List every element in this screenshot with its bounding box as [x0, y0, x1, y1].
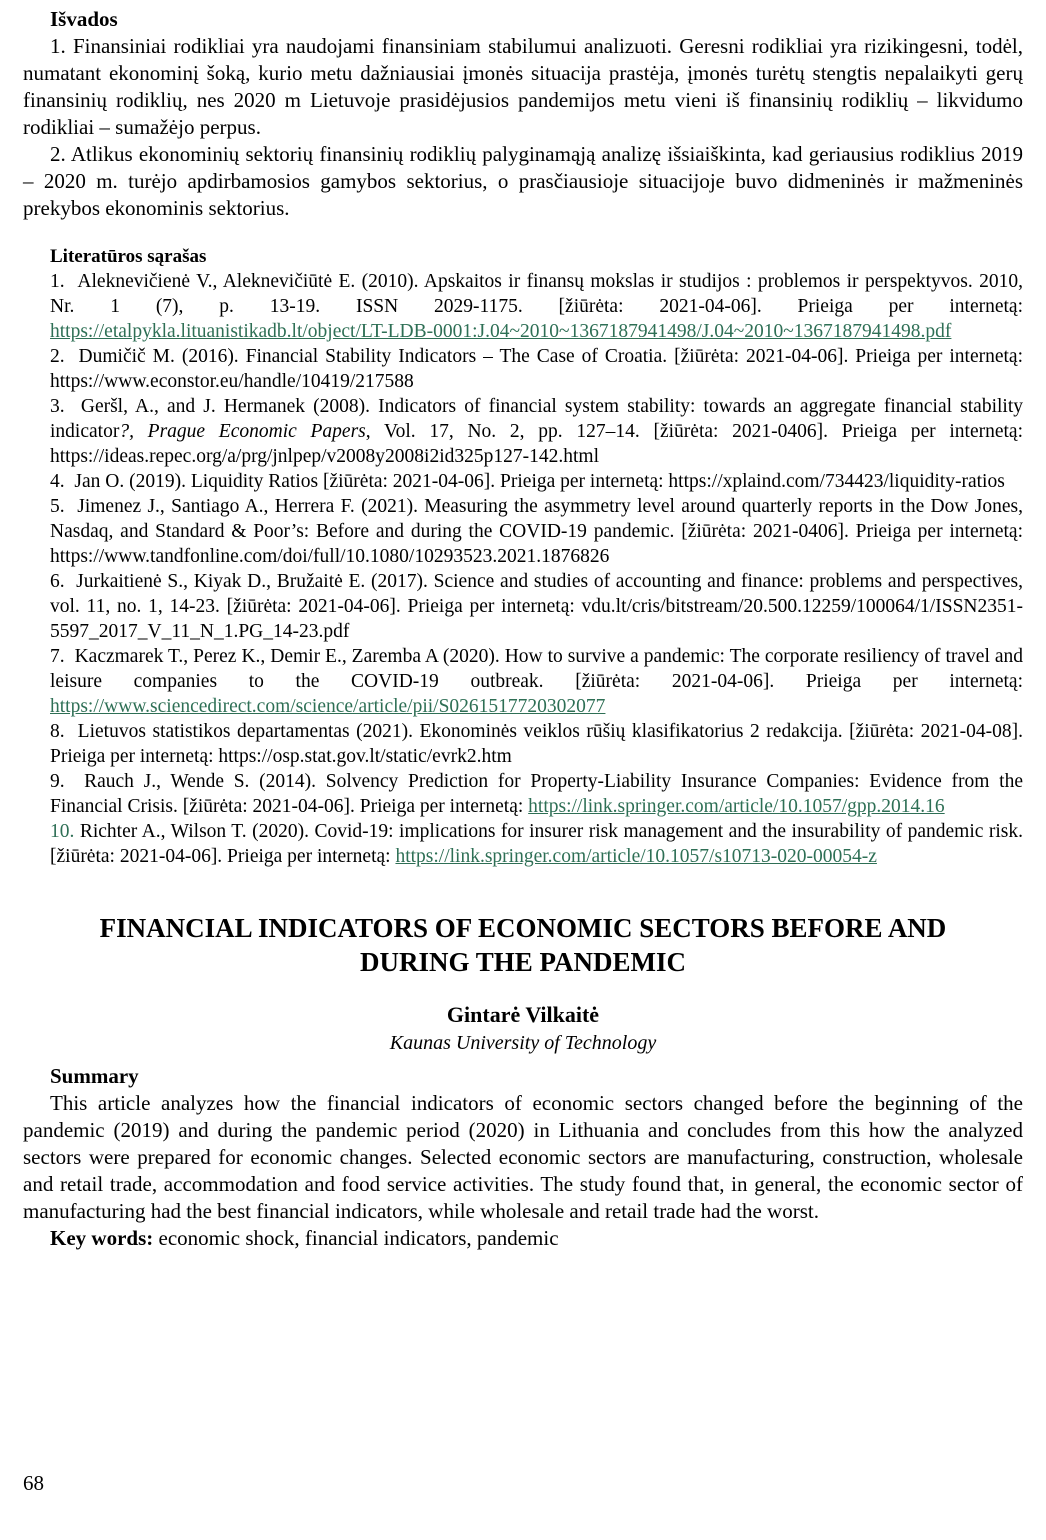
conclusions-paragraph-1: 1. Finansiniai rodikliai yra naudojami finansiniam stabilumui analizuoti. Geresni rodikliai yra rizikingesni, todėl, numatant ekonominį šoką, kurio metu dažniausiai įmonės situacija prastėja, įmonės turėtų stengtis nepalaikyti gerų finansinių rodiklių, nes 2020 m Lietuvoje prasidėjusios pandemijos metu vieni iš finansinių rodiklių – likvidumo rodikliai – sumažėjo perpus.: [23, 34, 1023, 139]
reference-item: [50, 394, 1023, 469]
author-affiliation: Kaunas University of Technology: [389, 1032, 657, 1054]
reference-text: 4. Jan O. (2019). Liquidity Ratios [žiūrėta: 2021-04-06]. Prieiga per internetą: https://xplaind.com/734423/liquidity-ratios: [50, 471, 1005, 492]
reference-link[interactable]: https://etalpykla.lituanistikadb.lt/object/LT-LDB-0001:J.04~2010~1367187941498/J.04~2010~1367187941498.pdf: [50, 321, 952, 342]
reference-text: 9. Rauch J., Wende S. (2014). Solvency Prediction for Property-Liability Insurance Companies: Evidence from the Financial Crisis. [žiūrėta: 2021-04-06]. Prieiga per internetą:: [50, 771, 1023, 817]
reference-number: 10.: [50, 821, 75, 842]
reference-item: [50, 569, 1023, 644]
english-summary-section: [23, 911, 1023, 1252]
author-name: Gintarė Vilkaitė: [446, 1002, 600, 1027]
reference-item: [50, 769, 1023, 819]
reference-item: [50, 344, 1023, 394]
reference-item: [50, 644, 1023, 719]
reference-text: 2. Dumičič M. (2016). Financial Stability Indicators – The Case of Croatia. [žiūrėta: 2021-04-06]. Prieiga per internetą: https://www.econstor.eu/handle/10419/217588: [50, 346, 1023, 392]
keywords-text: economic shock, financial indicators, pandemic: [153, 1226, 559, 1250]
reference-item: [50, 469, 1023, 494]
reference-link[interactable]: https://www.sciencedirect.com/science/article/pii/S0261517720302077: [50, 696, 606, 717]
reference-text: , Vol. 17, No. 2, pp. 127–14. [žiūrėta: 2021-0406]. Prieiga per internetą: https://ideas.repec.org/a/prg/jnlpep/v2008y2008i2id325p127-142.html: [50, 421, 1024, 467]
reference-text: 7. Kaczmarek T., Perez K., Demir E., Zaremba A (2020). How to survive a pandemic: The corporate resiliency of travel and leisure companies to the COVID-19 outbreak. [žiūrėta: 2021-04-06]. Prieiga per internetą:: [50, 646, 1023, 692]
reference-text: 8. Lietuvos statistikos departamentas (2021). Ekonominės veiklos rūšių klasifikatorius 2 redakcija. [žiūrėta: 2021-04-08]. Prieiga per internetą: https://osp.stat.gov.lt/static/evrk2.htm: [50, 721, 1023, 767]
reference-item: [50, 719, 1023, 769]
reference-item: [50, 494, 1023, 569]
reference-text: 1. Aleknevičienė V., Aleknevičiūtė E. (2010). Apskaitos ir finansų mokslas ir studijos : problemos ir perspektyvos. 2010, Nr. 1 (7), p. 13-19. ISSN 2029-1175. [žiūrėta: 2021-04-06]. Prieiga per internetą:: [50, 271, 1023, 317]
references-list: [50, 269, 1023, 869]
reference-link[interactable]: https://link.springer.com/article/10.1057/s10713-020-00054-z: [395, 846, 877, 867]
reference-item: [50, 819, 1023, 869]
references-heading: Literatūros sąrašas: [50, 246, 207, 267]
reference-text: 5. Jimenez J., Santiago A., Herrera F. (2021). Measuring the asymmetry level around quarterly reports in the Dow Jones, Nasdaq, and Standard & Poor’s: Before and during the COVID-19 pandemic. [žiūrėta: 2021-0406]. Prieiga per internetą: https://www.tandfonline.com/doi/full/10.1080/10293523.2021.1876826: [50, 496, 1023, 567]
page-number: 68: [23, 1471, 44, 1495]
conclusions-paragraph-2: 2. Atlikus ekonominių sektorių finansinių rodiklių palyginamąją analizę išsiaiškinta, kad geriausius rodiklius 2019 – 2020 m. turėjo apdirbamosios gamybos sektorius, o prasčiausioje situacijoje buvo didmeninės ir mažmeninės prekybos ekonominis sektorius.: [23, 142, 1023, 220]
keywords-line: [23, 1225, 1023, 1252]
reference-text: 6. Jurkaitienė S., Kiyak D., Bružaitė E. (2017). Science and studies of accounting and finance: problems and perspectives, vol. 11, no. 1, 14-23. [žiūrėta: 2021-04-06]. Prieiga per internetą: vdu.lt/cris/bitstream/20.500.12259/100064/1/ISSN2351-5597_2017_V_11_N_1.PG_14-23.pdf: [50, 571, 1023, 642]
reference-item: [50, 269, 1023, 344]
keywords-label: Key words:: [50, 1226, 154, 1250]
summary-heading: Summary: [50, 1064, 139, 1088]
reference-text-italic: ?, Prague Economic Papers: [119, 421, 366, 442]
article-title-en: FINANCIAL INDICATORS OF ECONOMIC SECTORS BEFORE AND DURING THE PANDEMIC: [99, 913, 947, 977]
summary-paragraph: This article analyzes how the financial indicators of economic sectors changed before the beginning of the pandemic (2019) and during the pandemic period (2020) in Lithuania and concludes from this how the analyzed sectors were prepared for economic changes. Selected economic sectors are manufacturing, construction, wholesale and retail trade, accommodation and food service activities. The study found that, in general, the economic sector of manufacturing had the best financial indicators, while wholesale and retail trade had the worst.: [23, 1091, 1023, 1223]
reference-text: 3. Geršl, A., and J. Hermanek (2008). Indicators of financial system stability: towards an aggregate financial stability indicator: [50, 396, 1023, 442]
references-section: [50, 244, 1023, 869]
conclusions-heading: Išvados: [50, 7, 118, 31]
reference-text: Richter A., Wilson T. (2020). Covid-19: implications for insurer risk management and the insurability of pandemic risk. [žiūrėta: 2021-04-06]. Prieiga per internetą:: [50, 821, 1023, 867]
reference-link[interactable]: https://link.springer.com/article/10.1057/gpp.2014.16: [528, 796, 945, 817]
